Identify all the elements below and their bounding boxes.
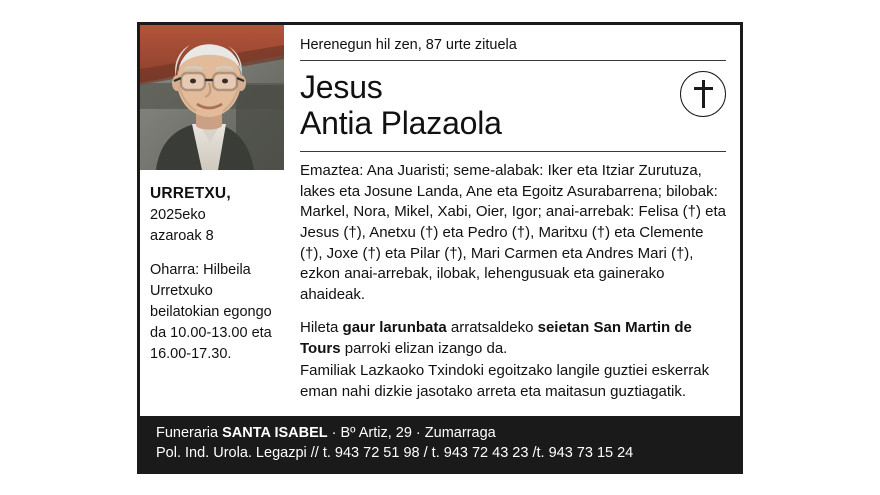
footer-address: · Bº Artiz, 29 · Zumarraga (327, 425, 496, 441)
footer-prefix: Funeraria (156, 425, 223, 441)
right-column (284, 25, 740, 416)
date-day: azaroak 8 (150, 227, 214, 244)
cross-vertical-bar (702, 80, 705, 108)
obituary-notice (137, 22, 743, 474)
funeral-day: gaur larunbata (342, 319, 447, 337)
wake-note: Oharra: Hilbeila Urretxuko beilatokian egongo da 10.00-13.00 eta 16.00-17.30. (150, 262, 272, 363)
footer-line-address (156, 423, 730, 443)
footer-line-phones: Pol. Ind. Urola. Legazpi // t. 943 72 51 98 / t. 943 72 43 23 /t. 943 73 15 24 (156, 445, 634, 461)
place-name: URRETXU, (150, 185, 231, 202)
latin-cross-icon (680, 71, 726, 117)
funeral-home-footer (140, 416, 740, 471)
funeral-suffix: parroki elizan izango da. (340, 339, 508, 357)
family-list: Emaztea: Ana Juaristi; seme-alabak: Iker eta Itziar Zurutuza, lakes eta Josune Landa, Ane eta Egoitz Asurabarrena; bilobak: Markel, Nora, Mikel, Xabi, Oier, Igor; anai-arrebak: Felisa (†) eta Jesus (†), Anetxu (†) eta Pedro (†), Maritxu (†) eta Clemente (†), Joxe (†) eta Pilar (†), Mari Carmen eta Andres Mari (†), ezkon anai-arrebak, ilobak, lehengusuak eta gainerako ahaideak. (300, 162, 726, 303)
deceased-name (300, 69, 670, 141)
funeral-mid: arratsaldeko (446, 319, 538, 337)
cross-horizontal-bar (694, 87, 713, 90)
funeral-prefix: Hileta (300, 319, 343, 337)
name-row (300, 61, 726, 151)
portrait-photo (140, 25, 284, 170)
left-column (140, 25, 284, 416)
date-year: 2025eko (150, 207, 206, 223)
name-last: Antia Plazaola (300, 105, 502, 142)
death-announcement-line: Herenegun hil zen, 87 urte zituela (300, 37, 517, 53)
funeral-home-name: SANTA ISABEL (222, 425, 328, 441)
thanks-message: Familiak Lazkaoko Txindoki egoitzako langile guztiei eskerrak eman nahi dizkie jasotako arreta eta maitasun guztiagatik. (300, 362, 710, 400)
funeral-details (300, 305, 726, 359)
funeral-time-place: seietan San Martin de Tours (300, 319, 692, 357)
left-text-block (140, 170, 284, 371)
notice-body (140, 25, 740, 416)
name-first: Jesus (300, 69, 383, 105)
